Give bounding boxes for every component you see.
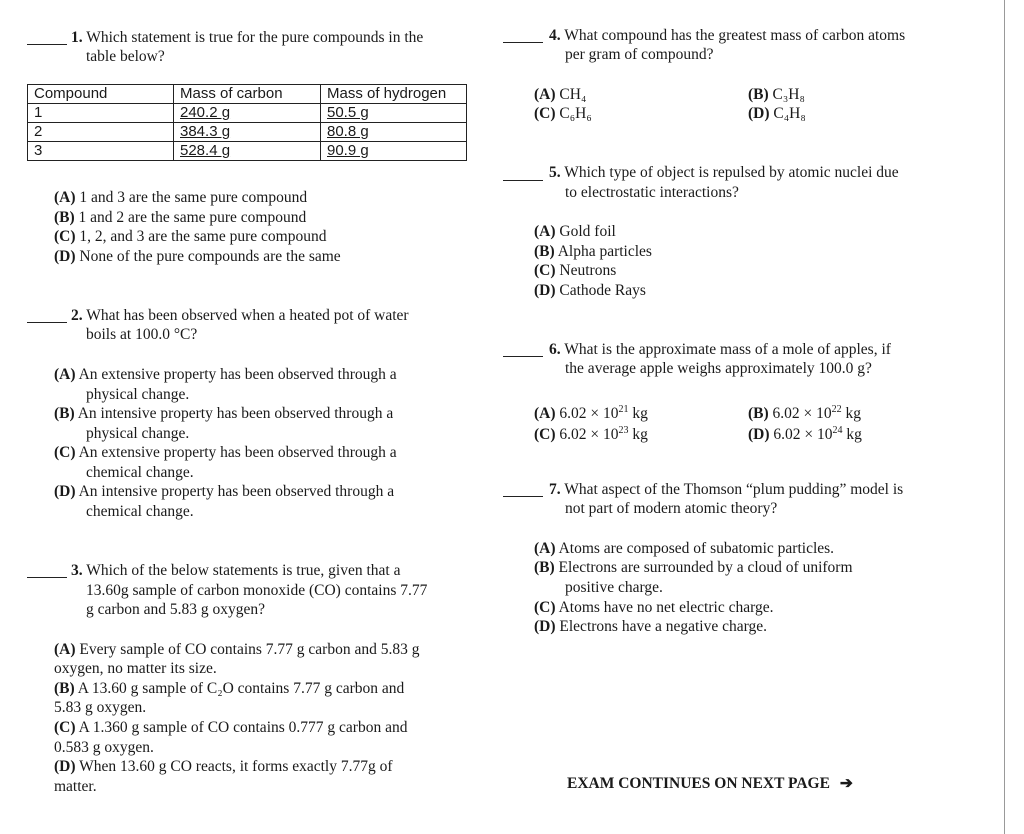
question-number: 5.	[549, 164, 561, 181]
answer-blank-q2[interactable]	[27, 322, 67, 323]
question-text: What is the approximate mass of a mole of apples, if	[564, 341, 891, 358]
continue-text: EXAM CONTINUES ON NEXT PAGE	[567, 775, 830, 792]
answer-blank-q4[interactable]	[503, 42, 543, 43]
table-cell: 240.2 g	[174, 104, 321, 123]
option-d: (D) An intensive property has been observed through a	[54, 483, 395, 500]
table-cell: 384.3 g	[174, 123, 321, 142]
option-c: (C) 1, 2, and 3 are the same pure compound	[54, 228, 327, 245]
page-edge	[1004, 0, 1005, 834]
option-b: (B) An intensive property has been observed through a	[54, 405, 394, 422]
table-cell: 528.4 g	[174, 142, 321, 161]
exam-continues-note	[567, 774, 853, 794]
option-a: (A) 1 and 3 are the same pure compound	[54, 189, 308, 206]
option-d: (D) C₄H₈	[748, 105, 806, 122]
question-number: 6.	[549, 341, 561, 358]
option-c-cont: chemical change.	[86, 464, 194, 481]
option-d: (D) None of the pure compounds are the same	[54, 248, 341, 265]
option-c: (C) $6.02 \times 10^{23}$ kg	[534, 425, 648, 444]
table-header-cell: Mass of carbon	[174, 85, 321, 104]
option-a: (A) $6.02 \times 10^{21}$ kg	[534, 404, 648, 423]
answer-blank-q5[interactable]	[503, 180, 543, 181]
table-cell: 50.5 g	[321, 104, 467, 123]
question-text: to electrostatic interactions?	[565, 184, 739, 201]
question-text: What aspect of the Thomson “plum pudding” model is	[564, 481, 904, 498]
option-d-cont: chemical change.	[86, 503, 194, 520]
question-number: 4.	[549, 27, 561, 44]
question-text: Which type of object is repulsed by atomic nuclei due	[564, 164, 899, 181]
table-cell: 2	[28, 123, 174, 142]
option-c: (C) A 1.360 g sample of CO contains 0.777 g carbon and	[54, 719, 408, 736]
question-text: not part of modern atomic theory?	[565, 500, 778, 517]
answer-blank-q1[interactable]	[27, 44, 67, 45]
table-cell: 90.9 g	[321, 142, 467, 161]
option-b: (B) $6.02 \times 10^{22}$ kg	[748, 404, 862, 423]
option-d: (D) Cathode Rays	[534, 282, 646, 299]
option-d: (D) Electrons have a negative charge.	[534, 618, 767, 635]
table-header-cell: Mass of hydrogen	[321, 85, 467, 104]
option-c: (C) An extensive property has been observed through a	[54, 444, 397, 461]
table-header-cell: Compound	[28, 85, 174, 104]
question-text: What has been observed when a heated pot of water	[86, 307, 409, 324]
option-a-cont: physical change.	[86, 386, 190, 403]
question-text: the average apple weighs approximately 100.0 g?	[565, 360, 872, 377]
table-cell: 80.8 g	[321, 123, 467, 142]
answer-blank-q7[interactable]	[503, 496, 543, 497]
option-a: (A) Atoms are composed of subatomic particles.	[534, 540, 835, 557]
option-a: (A) CH₄	[534, 86, 587, 103]
option-c: (C) Neutrons	[534, 262, 617, 279]
option-a: (A) Gold foil	[534, 223, 616, 240]
option-c-cont: 0.583 g oxygen.	[54, 739, 154, 756]
option-d: (D) When 13.60 g CO reacts, it forms exactly 7.77g of	[54, 758, 393, 775]
option-b-cont: positive charge.	[565, 579, 663, 596]
answer-blank-q6[interactable]	[503, 356, 543, 357]
option-b: (B) 1 and 2 are the same pure compound	[54, 209, 307, 226]
question-text: g carbon and 5.83 g oxygen?	[86, 601, 266, 618]
answer-blank-q3[interactable]	[27, 577, 67, 578]
question-number: 1.	[71, 29, 83, 46]
option-b: (B) C₃H₈	[748, 86, 805, 103]
option-b: (B) Alpha particles	[534, 243, 652, 260]
question-text: table below?	[86, 48, 165, 65]
option-b-cont: physical change.	[86, 425, 190, 442]
option-b-cont: 5.83 g oxygen.	[54, 699, 147, 716]
question-text: per gram of compound?	[565, 46, 714, 63]
table-row	[28, 142, 467, 161]
question-text: boils at 100.0 °C?	[86, 326, 198, 343]
option-d-cont: matter.	[54, 778, 97, 795]
option-b: (B) Electrons are surrounded by a cloud of uniform	[534, 559, 853, 576]
option-b: (B) A 13.60 g sample of C₂O contains 7.77 g carbon and	[54, 680, 405, 697]
option-a-cont: oxygen, no matter its size.	[54, 660, 217, 677]
table-row	[28, 123, 467, 142]
question-number: 2.	[71, 307, 83, 324]
table-cell: 1	[28, 104, 174, 123]
option-a: (A) Every sample of CO contains 7.77 g carbon and 5.83 g	[54, 641, 420, 658]
question-number: 3.	[71, 562, 83, 579]
table-row	[28, 104, 467, 123]
option-d: (D) $6.02 \times 10^{24}$ kg	[748, 425, 862, 444]
option-a: (A) An extensive property has been observed through a	[54, 366, 397, 383]
question-text: What compound has the greatest mass of carbon atoms	[564, 27, 906, 44]
option-c: (C) Atoms have no net electric charge.	[534, 599, 774, 616]
arrow-right-icon: ➔	[839, 775, 853, 792]
question-text: 13.60g sample of carbon monoxide (CO) contains 7.77	[86, 582, 428, 599]
table-cell: 3	[28, 142, 174, 161]
question-text: Which statement is true for the pure compounds in the	[86, 29, 424, 46]
option-c: (C) C₆H₆	[534, 105, 592, 122]
table-header-row	[28, 85, 467, 104]
question-number: 7.	[549, 481, 561, 498]
compound-table	[27, 84, 467, 161]
question-text: Which of the below statements is true, given that a	[86, 562, 401, 579]
